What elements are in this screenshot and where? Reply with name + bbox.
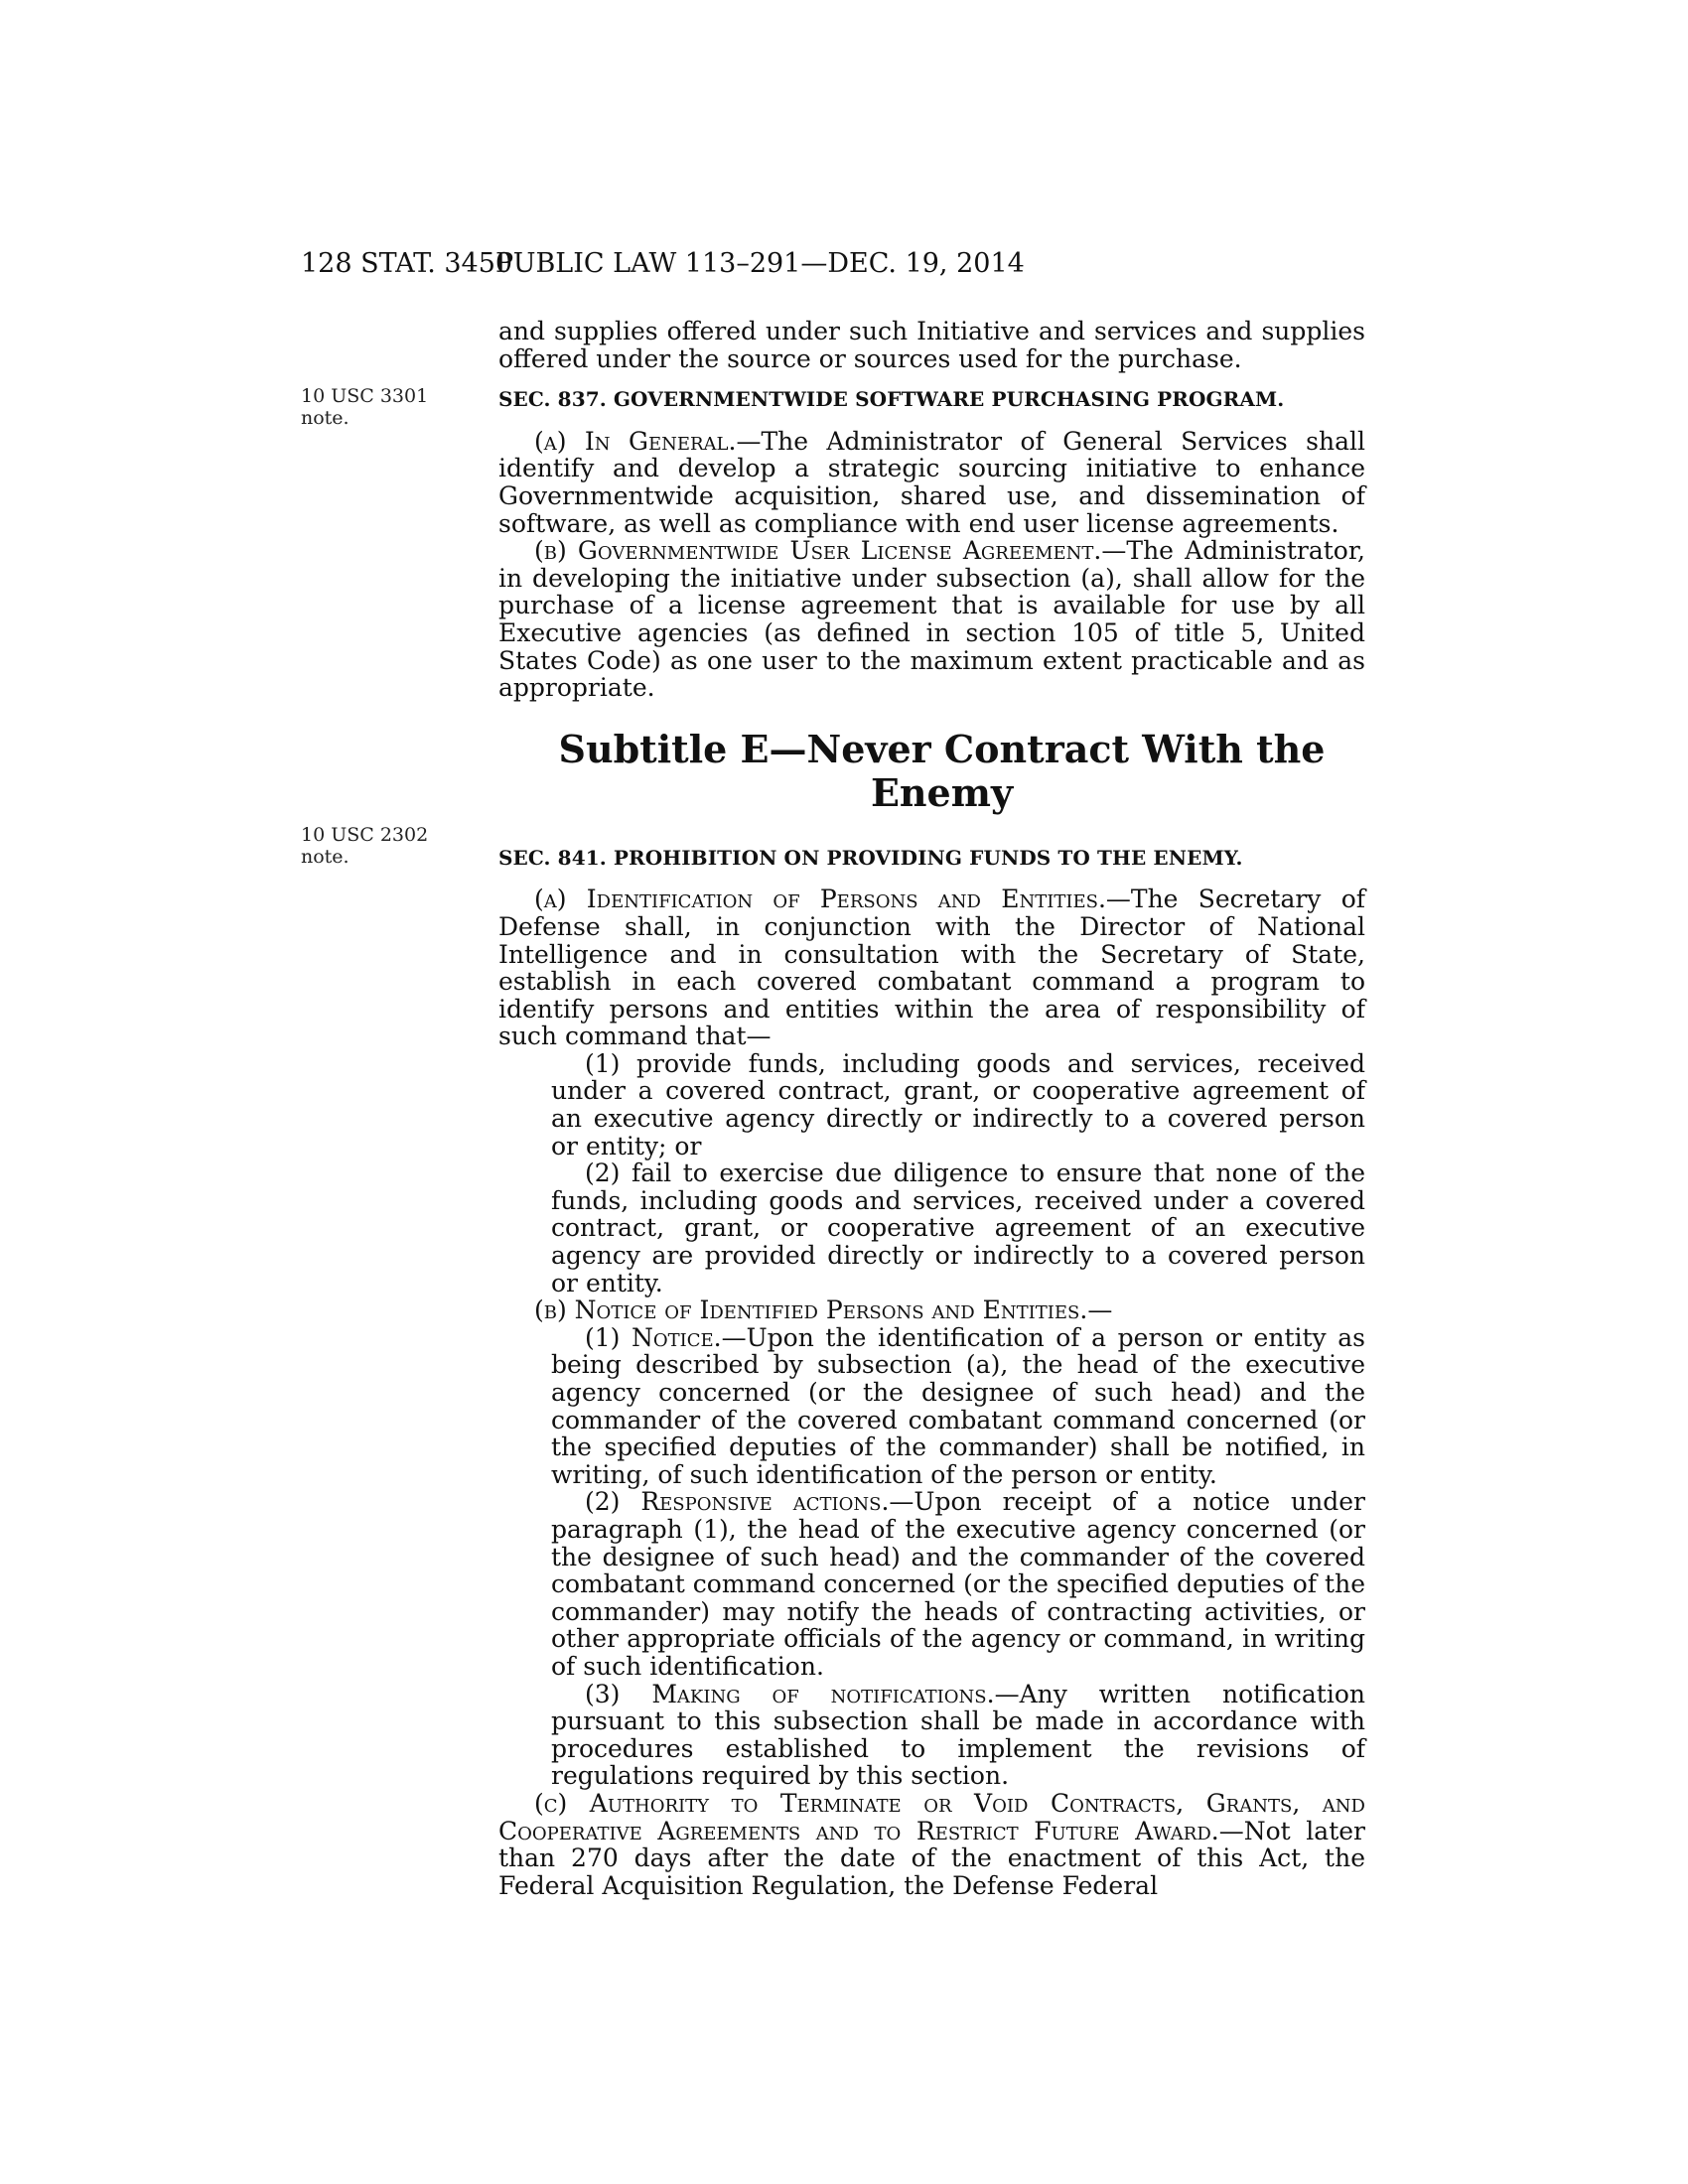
margin-note-citation: 10 USC 3301 (301, 385, 429, 407)
subtitle-heading: Subtitle E—Never Contract With the Enemy (558, 726, 1326, 815)
subsection-text: —The Secretary of Defense shall, in conjunction with the Director of National Intelligence and in consultation with the Secretary of State, establish in each covered combatant command a program to identify persons and entities within the area of responsibility of such command that— (498, 885, 1365, 1051)
paragraph-text: —Upon receipt of a notice under paragraph (1), the head of the executive agency concerned (or the designee of such head) and the commander of the covered combatant command concerned (or the specified deputies of the commander) may notify the heads of contracting activities, or other appropriate officials of the agency or command, in writing of such identification. (551, 1487, 1365, 1681)
paragraph-label: (1) Notice. (585, 1322, 722, 1352)
subsection-text: —Not later than 270 days after the date of the enactment of this Act, the Federal Acquisition Regulation, the Defense Federal (498, 1816, 1365, 1900)
margin-note-usc-3301 (301, 385, 460, 429)
paragraph-text: —Upon the identification of a person or entity as being described by subsection (a), the head of the executive agency concerned (or the designee of such head) and the commander of the covered combatant command concerned (or the specified deputies of the commander) shall be notified, in writing, of such identification of the person or entity. (551, 1322, 1365, 1489)
subsection-text: —The Administrator of General Services shall identify and develop a strategic sourcing initiative to enhance Governmentwide acquisition, shared use, and dissemination of software, as well as compliance with end user license agreements. (498, 426, 1366, 538)
subsection-text: —The Administrator, in developing the initiative under subsection (a), shall allow for the purchase of a license agreement that is available for use by all Executive agencies (as defined in section 105 of title 5, United States Code) as one user to the maximum extent practicable and as appropriate. (498, 536, 1366, 703)
paragraph-a2: (2) fail to exercise due diligence to ensure that none of the funds, including goods and services, received under a covered contract, grant, or cooperative agreement of an executive agency are provided directly or indirectly to a covered person or entity. (551, 1159, 1365, 1297)
paragraph-b3 (498, 1681, 1365, 1790)
paragraph-b2 (498, 1488, 1365, 1680)
section-837-subsection-b (498, 537, 1365, 702)
subsection-label: (c) Authority to Terminate or Void Contracts, Grants, and Cooperative Agreements and to Restrict Future Award. (498, 1788, 1365, 1845)
subsection-label: (a) Identification of Persons and Entities. (534, 885, 1106, 914)
paragraph-a1: (1) provide funds, including goods and services, received under a covered contract, grant, or cooperative agreement of an executive agency directly or indirectly to a covered person or entity; or (551, 1048, 1365, 1160)
margin-note-suffix: note. (301, 407, 350, 429)
section-841-subsection-a (498, 886, 1365, 1050)
margin-note-usc-2302 (301, 824, 460, 868)
paragraph-label: (3) Making of notifications. (585, 1679, 995, 1708)
subsection-label: (b) Notice of Identified Persons and Entities. (534, 1296, 1088, 1325)
page-number: 128 STAT. 3450 (301, 248, 513, 279)
subsection-text: — (1087, 1296, 1113, 1325)
paragraph-label: (2) Responsive actions. (585, 1487, 890, 1517)
section-841-subsection-b (498, 1297, 1365, 1324)
continuation-paragraph: and supplies offered under such Initiative and services and supplies offered under the source or sources used for the purchase. (498, 317, 1365, 373)
running-title: PUBLIC LAW 113–291—DEC. 19, 2014 (495, 248, 1025, 279)
section-841-heading: SEC. 841. PROHIBITION ON PROVIDING FUNDS TO THE ENEMY. (498, 845, 1243, 870)
margin-note-suffix: note. (301, 846, 350, 868)
section-841-subsection-c (498, 1790, 1365, 1899)
body-text (498, 318, 1365, 1899)
subsection-label: (b) Governmentwide User License Agreement. (534, 536, 1102, 566)
section-837-subsection-a (498, 428, 1365, 537)
section-837-heading: SEC. 837. GOVERNMENTWIDE SOFTWARE PURCHASING PROGRAM. (498, 387, 1285, 412)
subsection-label: (a) In General. (534, 426, 737, 456)
paragraph-b1 (498, 1324, 1365, 1489)
paragraph-text: —Any written notification pursuant to this subsection shall be made in accordance with procedures established to implement the revisions of regulations required by this section. (551, 1679, 1365, 1791)
margin-note-citation: 10 USC 2302 (301, 824, 429, 846)
running-header (301, 248, 1365, 288)
